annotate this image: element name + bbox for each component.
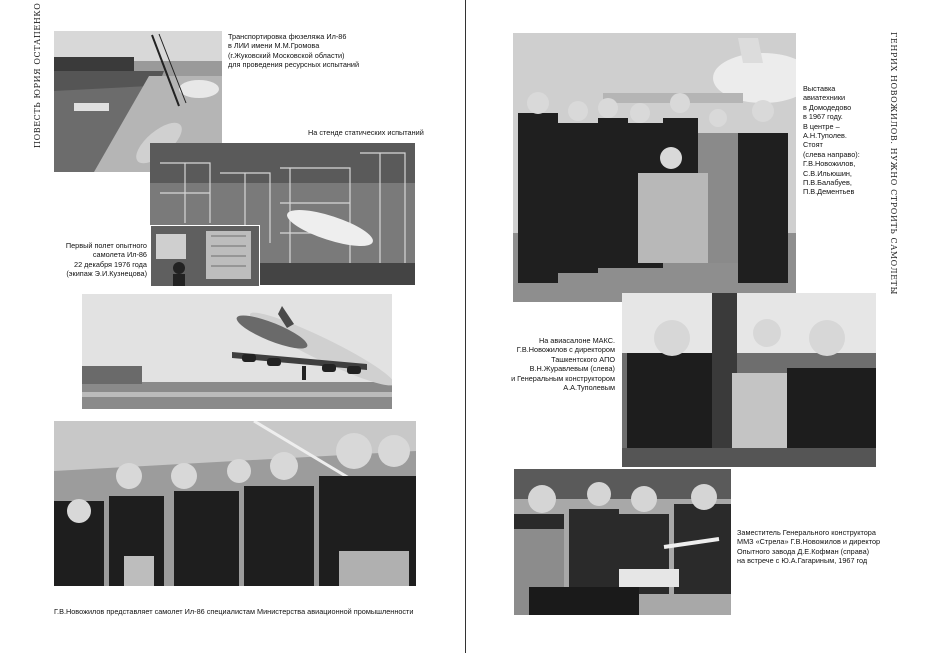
caption-line: на встрече с Ю.А.Гагариным, 1967 год [737,556,868,566]
caption-exhibition [803,84,860,197]
caption-line: Стоят [803,140,823,150]
caption-line: В центре – [803,121,840,131]
caption-line: и Генеральным конструктором [511,373,615,383]
caption-line: авиатехники [803,93,846,103]
photo-gagarin-meeting [514,469,731,615]
caption-line: На авиасалоне МАКС. [538,336,615,345]
caption-static-test: На стенде статических испытаний [308,128,424,137]
caption-presentation: Г.В.Новожилов представляет самолет Ил-86 специалистам Министерства авиационной промышленности [54,607,414,616]
caption-line: в 1967 году. [803,112,843,122]
caption-line: Заместитель Генерального конструктора [737,528,876,537]
photo-presentation [54,421,416,586]
caption-line: (слева направо): [803,149,860,159]
caption-line: П.В.Балабуев, [803,178,852,188]
caption-line: Выставка [803,84,836,93]
caption-maks [500,336,615,392]
photo-maks-airshow [622,293,876,467]
caption-line: П.В.Дементьев [803,187,855,197]
photo-cockpit-inset [150,225,260,287]
caption-line: Ташкентского АПО [551,354,615,364]
caption-first-flight [53,241,147,279]
caption-line: Г.В.Новожилов, [803,159,856,169]
running-head-right: ГЕНРИХ НОВОЖИЛОВ. НУЖНО СТРОИТЬ САМОЛЕТЫ [889,32,898,295]
caption-line: в ЛИИ имени М.М.Громова [228,41,320,51]
caption-line: Первый полет опытного [65,241,147,250]
page-divider [465,0,466,653]
caption-line: (г.Жуковский Московской области) [228,50,345,60]
caption-line: А.А.Туполевым [563,383,615,393]
caption-line: для проведения ресурсных испытаний [228,60,360,70]
photo-first-flight [82,294,392,409]
caption-line: В.Н.Журавлевым (слева) [529,364,615,374]
caption-line: А.Н.Туполев. [803,131,847,141]
caption-line: (экипаж Э.И.Кузнецова) [66,269,147,279]
caption-fuselage-transport [228,32,359,70]
photo-exhibition-domodedovo [513,33,796,302]
caption-line: ММЗ «Стрела» Г.В.Новожилов и директор [737,537,881,547]
running-head-left: ПОВЕСТЬ ЮРИЯ ОСТАПЕНКО [33,2,42,148]
caption-line: Г.В.Новожилов с директором [516,345,615,355]
caption-line: Транспортировка фюзеляжа Ил-86 [228,32,347,41]
caption-line: в Домодедово [803,102,852,112]
caption-gagarin [737,528,880,566]
caption-line: 22 декабря 1976 года [74,259,147,269]
caption-line: С.В.Ильюшин, [803,168,852,178]
caption-line: самолета Ил-86 [92,250,147,260]
caption-line: Опытного завода Д.Е.Кофман (справа) [737,546,870,556]
